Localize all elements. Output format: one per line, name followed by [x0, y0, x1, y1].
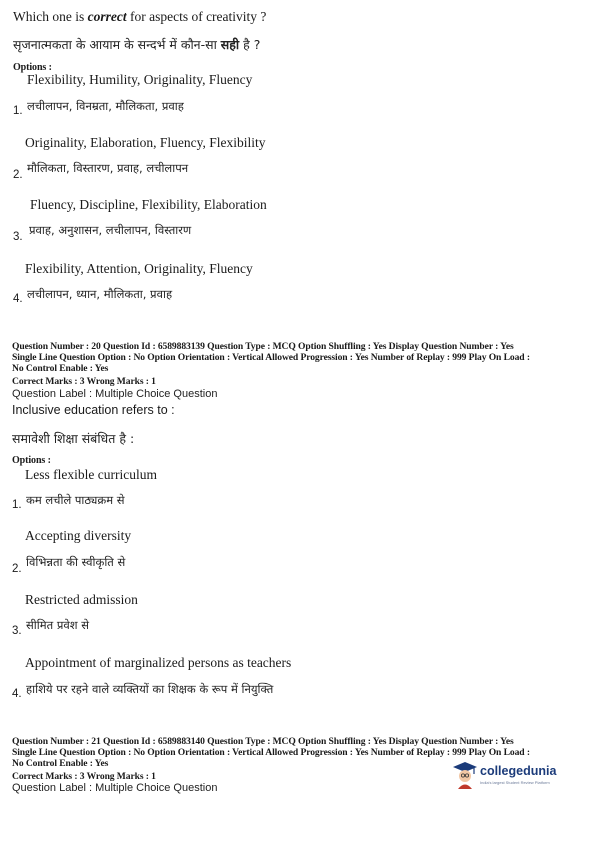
q20-option-1-en[interactable]: Less flexible curriculum: [25, 467, 157, 482]
q20-option-1-number: 1.: [12, 499, 22, 511]
q19-question-en: [13, 9, 266, 25]
q21-meta-line-3: No Control Enable : Yes: [12, 758, 109, 769]
q20-option-2-hi[interactable]: विभिन्नता की स्वीकृति से: [26, 555, 126, 569]
q20-option-3-hi[interactable]: सीमित प्रवेश से: [26, 618, 90, 632]
q20-options-label: Options :: [12, 455, 51, 466]
q19-option-2-number: 2.: [13, 169, 23, 181]
q19-question-hi-part: है ?: [239, 37, 261, 52]
q20-meta-line-3: No Control Enable : Yes: [12, 363, 109, 374]
q20-option-3-en[interactable]: Restricted admission: [25, 592, 138, 607]
q19-question-hi-part: सृजनात्मकता के आयाम के सन्दर्भ में कौन-सा: [13, 37, 221, 52]
collegedunia-tagline: India's largest Student Review Platform: [480, 780, 550, 785]
q20-question-hi: समावेशी शिक्षा संबंधित है :: [12, 431, 135, 446]
q19-option-4-hi[interactable]: लचीलापन, ध्यान, मौलिकता, प्रवाह: [27, 287, 173, 301]
q20-option-1-hi[interactable]: कम लचीले पाठ्यक्रम से: [26, 493, 125, 507]
graduate-mascot-icon: [452, 760, 478, 790]
q19-option-3-number: 3.: [13, 231, 23, 243]
q19-question-hi: [13, 36, 260, 53]
q21-meta-line-1: Question Number : 21 Question Id : 6589883140 Question Type : MCQ Option Shuffling : Yes Display Question Number : Yes: [12, 736, 514, 747]
q19-option-2-en[interactable]: Originality, Elaboration, Fluency, Flexibility: [25, 135, 266, 150]
q19-question-hi-bold: सही: [220, 37, 240, 52]
q21-meta-line-2: Single Line Question Option : No Option Orientation : Vertical Allowed Progression : Yes Number of Replay : 999 Play On Load :: [12, 747, 530, 758]
q19-question-en-part: Which one is: [13, 9, 88, 24]
q19-option-2-hi[interactable]: मौलिकता, विस्तारण, प्रवाह, लचीलापन: [27, 161, 189, 175]
q20-meta-line-1: Question Number : 20 Question Id : 6589883139 Question Type : MCQ Option Shuffling : Yes Display Question Number : Yes: [12, 341, 514, 352]
q19-option-4-en[interactable]: Flexibility, Attention, Originality, Fluency: [25, 261, 253, 276]
q19-question-em: correct: [87, 9, 127, 24]
q20-marks: Correct Marks : 3 Wrong Marks : 1: [12, 376, 156, 387]
q20-question-label: Question Label : Multiple Choice Question: [12, 388, 218, 400]
q19-option-3-en[interactable]: Fluency, Discipline, Flexibility, Elaboration: [30, 197, 267, 212]
q20-option-4-hi[interactable]: हाशिये पर रहने वाले व्यक्तियों का शिक्षक के रूप में नियुक्ति: [26, 682, 274, 696]
q19-option-3-hi[interactable]: प्रवाह, अनुशासन, लचीलापन, विस्तारण: [29, 223, 192, 237]
q21-marks: Correct Marks : 3 Wrong Marks : 1: [12, 771, 156, 782]
q19-option-1-hi[interactable]: लचीलापन, विनम्रता, मौलिकता, प्रवाह: [27, 99, 184, 113]
q19-option-1-en[interactable]: Flexibility, Humility, Originality, Fluency: [27, 72, 253, 87]
q20-option-2-number: 2.: [12, 563, 22, 575]
q20-option-4-number: 4.: [12, 688, 22, 700]
q20-option-2-en[interactable]: Accepting diversity: [25, 528, 132, 543]
q20-option-4-en[interactable]: Appointment of marginalized persons as teachers: [25, 655, 292, 670]
q20-meta-line-2: Single Line Question Option : No Option Orientation : Vertical Allowed Progression : Yes Number of Replay : 999 Play On Load :: [12, 352, 530, 363]
q19-option-1-number: 1.: [13, 105, 23, 117]
collegedunia-logo: [452, 758, 562, 792]
q20-question-en: Inclusive education refers to :: [12, 403, 175, 417]
collegedunia-wordmark: collegedunia: [480, 764, 557, 778]
q20-option-3-number: 3.: [12, 625, 22, 637]
q19-question-en-part: for aspects of creativity ?: [126, 9, 267, 24]
q21-question-label: Question Label : Multiple Choice Question: [12, 782, 218, 794]
q19-options-label: Options :: [13, 62, 52, 73]
q19-option-4-number: 4.: [13, 293, 23, 305]
